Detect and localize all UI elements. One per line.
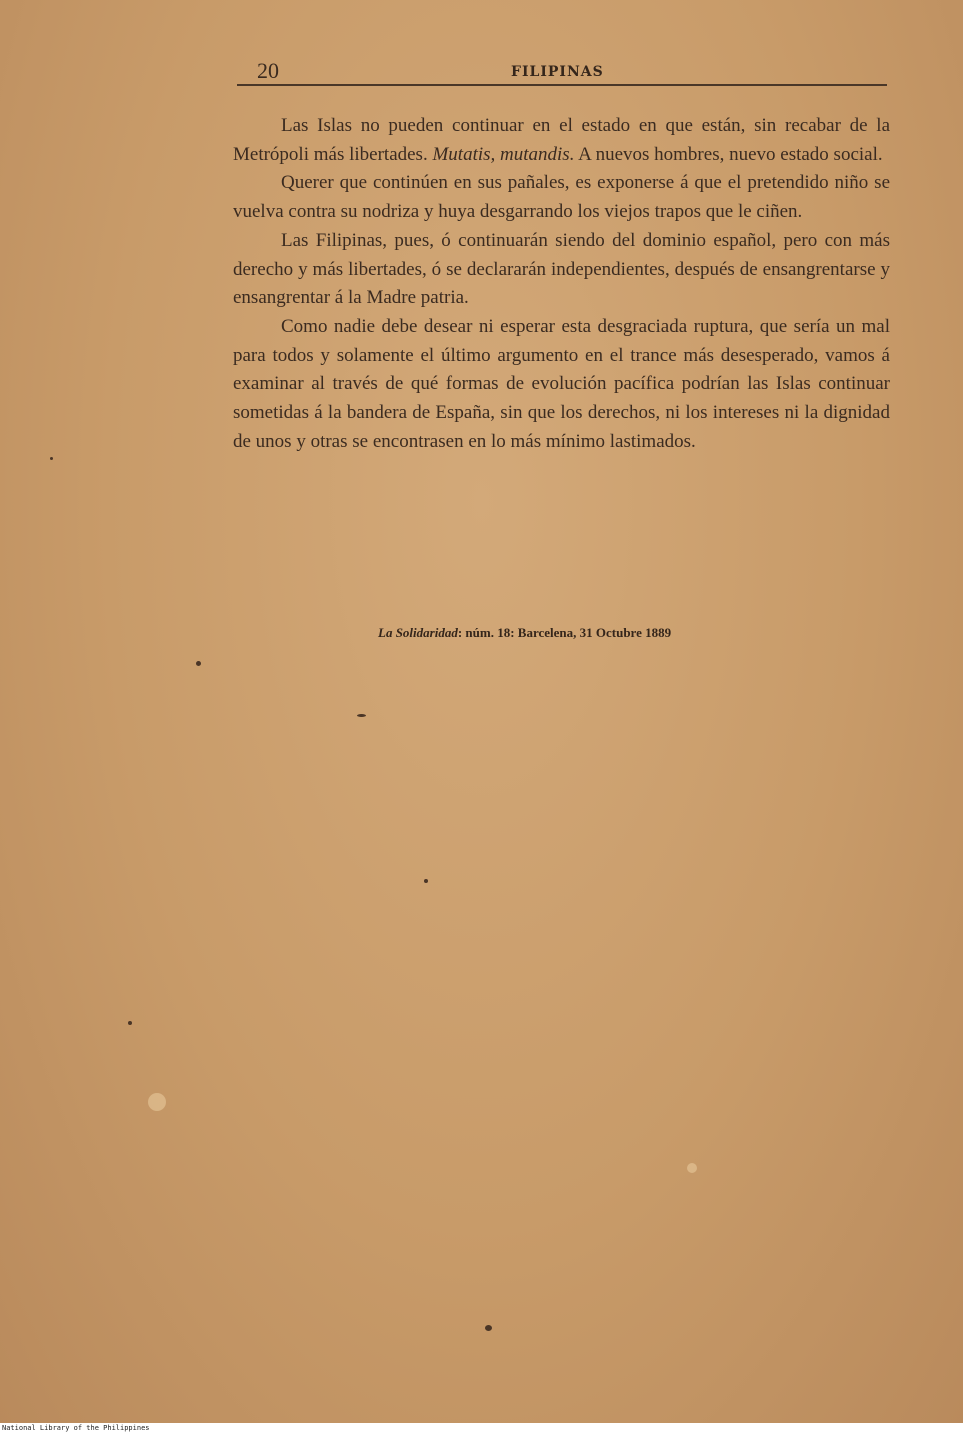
ink-speck	[50, 457, 53, 460]
paragraph-3: Las Filipinas, pues, ó continuarán siendo del dominio español, pero con más derecho y más libertades, ó se declararán independientes, después de ensangrentarse y ensangrentar á la Madre patria.	[233, 229, 890, 309]
ink-speck	[485, 1325, 492, 1331]
ink-speck	[196, 661, 201, 666]
page-number: 20	[257, 58, 279, 83]
paper-stain	[148, 1093, 166, 1111]
citation-details: : núm. 18: Barcelena, 31 Octubre 1889	[457, 625, 672, 640]
page-header	[237, 56, 887, 86]
paragraph-1	[233, 112, 890, 169]
latin-phrase: Mutatis, mutandis.	[432, 143, 575, 165]
body-text	[233, 112, 890, 456]
footer-credit: National Library of the Philippines	[0, 1423, 963, 1433]
paragraph-1-text: Las Islas no pueden continuar en el estado en que están, sin recabar de la Metrópoli más libertades.	[233, 115, 890, 165]
header-rule	[237, 84, 887, 86]
ink-speck	[357, 714, 366, 717]
paper-stain	[687, 1163, 697, 1173]
paragraph-4: Como nadie debe desear ni esperar esta desgraciada ruptura, que sería un mal para todos y solamente el último argumento en el trance más desesperado, vamos á examinar al través de qué formas de evolución pacífica podrían las Islas continuar sometidas á la bandera de España, sin que los derechos, ni los intereses ni la dignidad de unos y otras se encontrasen en lo más mínimo lastimados.	[233, 315, 890, 452]
ink-speck	[424, 879, 428, 883]
citation	[378, 625, 671, 641]
citation-source: La Solidaridad	[378, 625, 458, 640]
paragraph-2: Querer que continúen en sus pañales, es exponerse á que el pretendido niño se vuelva contra su nodriza y huya desgarrando los viejos trapos que le ciñen.	[233, 172, 890, 223]
ink-speck	[128, 1021, 132, 1025]
running-title: FILIPINAS	[511, 64, 604, 80]
paragraph-1-continuation: A nuevos hombres, nuevo estado social.	[574, 143, 883, 165]
